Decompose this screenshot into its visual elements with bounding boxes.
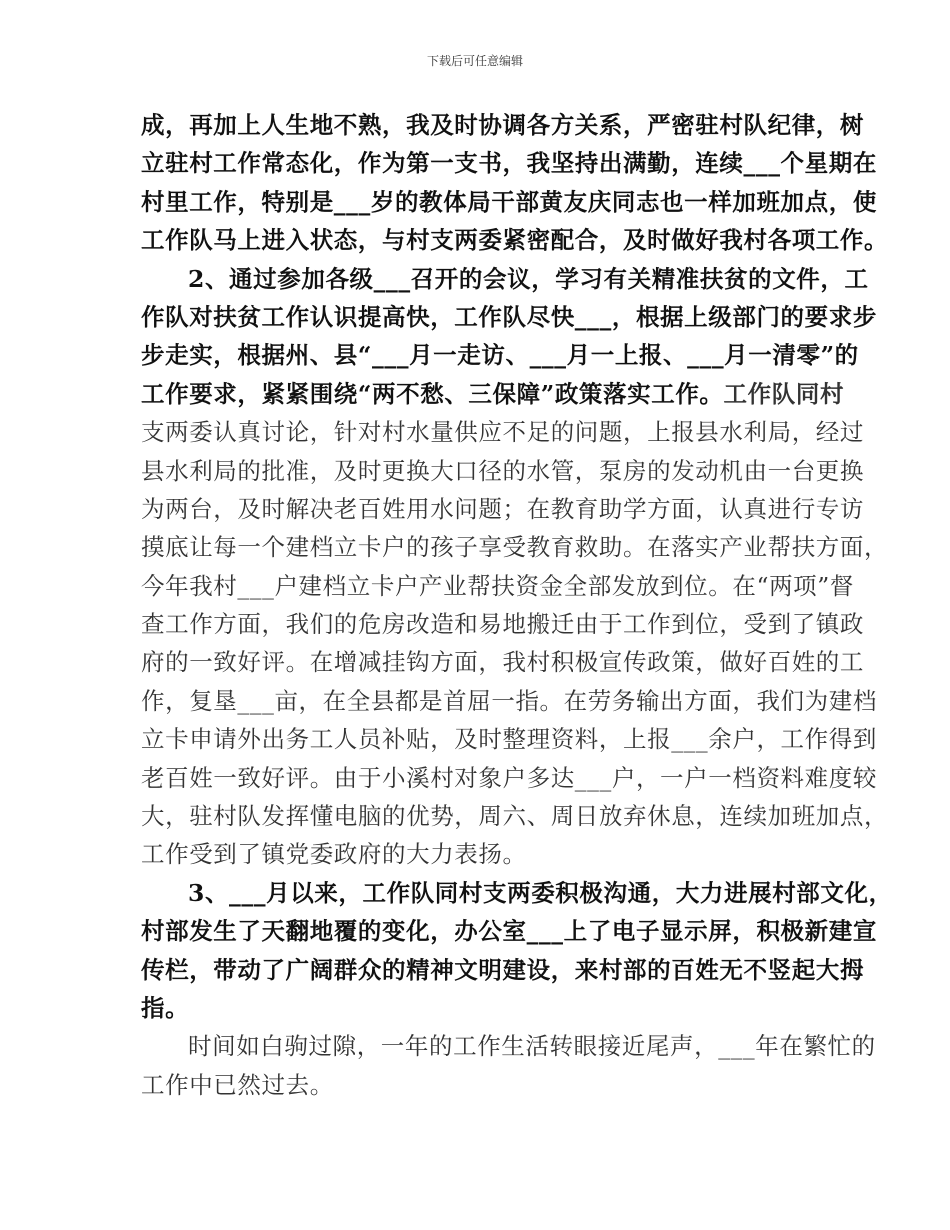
text-line: [141, 951, 864, 989]
text-line: [141, 221, 889, 259]
text-line-content: 工作要求，紧紧围绕“两不愁、三保障”政策落实工作。: [141, 379, 724, 408]
text-line: [141, 528, 889, 566]
text-line-content: 支两委认真讨论，针对村水量供应不足的问题，上报县水利局，经过: [141, 418, 864, 447]
text-line-content: 工作队马上进入状态，与村支两委紧密配合，及时做好我村各项工作。: [141, 226, 889, 255]
text-line-content: 作队对扶贫工作认识提高快，工作队尽快___，根据上级部门的要求步: [141, 302, 877, 331]
text-line: [141, 989, 821, 1027]
text-line: [141, 643, 864, 681]
text-line-content: 县水利局的批准，及时更换大口径的水管，泵房的发动机由一台更换: [141, 456, 864, 485]
text-line-content: 立驻村工作常态化，作为第一支书，我坚持出满勤，连续___个星期在: [141, 149, 877, 178]
text-line-content: 府的一致好评。在增减挂钩方面，我村积极宣传政策，做好百姓的工: [141, 648, 864, 677]
text-line: [141, 797, 889, 835]
text-line: [141, 835, 821, 873]
text-line-content: 工作受到了镇党委政府的大力表扬。: [141, 840, 527, 869]
text-line: [141, 605, 864, 643]
text-line: [141, 106, 864, 144]
text-line-content: 今年我村___户建档立卡户产业帮扶资金全部发放到位。在“两项”督: [141, 571, 854, 600]
text-line-content: 摸底让每一个建档立卡户的孩子享受教育救助。在落实产业帮扶方面，: [141, 533, 889, 562]
text-line-tail: 工作队同村: [723, 379, 845, 408]
text-line-content: 立卡申请外出务工人员补贴，及时整理资料，上报___余户，工作得到: [141, 725, 877, 754]
text-line: [141, 682, 877, 720]
document-body: [141, 106, 893, 1104]
text-line-content: 步走实，根据州、县“___月一走访、___月一上报、___月一清零”的: [141, 341, 859, 370]
text-line: [141, 336, 859, 374]
text-line: [141, 144, 877, 182]
text-line-content: 工作中已然过去。: [141, 1070, 334, 1099]
text-line-content: 老百姓一致好评。由于小溪村对象户多达___户，一户一档资料难度较: [141, 763, 877, 792]
text-line-content: 村里工作，特别是___岁的教体局干部黄友庆同志也一样加班加点，使: [141, 187, 877, 216]
text-line-content: 为两台，及时解决老百姓用水问题；在教育助学方面，认真进行专访: [141, 494, 864, 523]
text-line: [141, 260, 869, 298]
text-line-content: 传栏，带动了广阔群众的精神文明建设，来村部的百姓无不竖起大拇: [141, 955, 864, 984]
text-line: [141, 452, 864, 490]
page-header: 下载后可任意编辑: [426, 54, 523, 68]
text-line: [141, 874, 893, 912]
text-line: [141, 183, 877, 221]
text-line: [141, 413, 864, 451]
text-line-content: 作，复垦___亩，在全县都是首屈一指。在劳务输出方面，我们为建档: [141, 686, 877, 715]
text-line-content: 村部发生了天翻地覆的变化，办公室___上了电子显示屏，积极新建宣: [141, 917, 877, 946]
text-line-content: 成，再加上人生地不熟，我及时协调各方关系，严密驻村队纪律，树: [141, 111, 864, 139]
text-line: [141, 298, 877, 336]
text-line: [141, 375, 845, 413]
text-line: [141, 912, 877, 950]
text-line: [141, 1066, 821, 1104]
text-line: [141, 490, 864, 528]
text-line: [141, 1027, 876, 1065]
text-line: [141, 759, 877, 797]
text-line-content: 2、通过参加各级___召开的会议，学习有关精准扶贫的文件，工: [188, 264, 869, 293]
text-line-content: 大，驻村队发挥懂电脑的优势，周六、周日放弃休息，连续加班加点，: [141, 802, 889, 831]
text-line-content: 时间如白驹过隙，一年的工作生活转眼接近尾声，___年在繁忙的: [188, 1032, 876, 1061]
text-line: [141, 567, 854, 605]
text-line-content: 3、___月以来，工作队同村支两委积极沟通，大力进展村部文化，: [188, 878, 893, 907]
text-line: [141, 720, 877, 758]
text-line-content: 指。: [141, 993, 190, 1022]
text-line-content: 查工作方面，我们的危房改造和易地搬迁由于工作到位，受到了镇政: [141, 610, 864, 639]
